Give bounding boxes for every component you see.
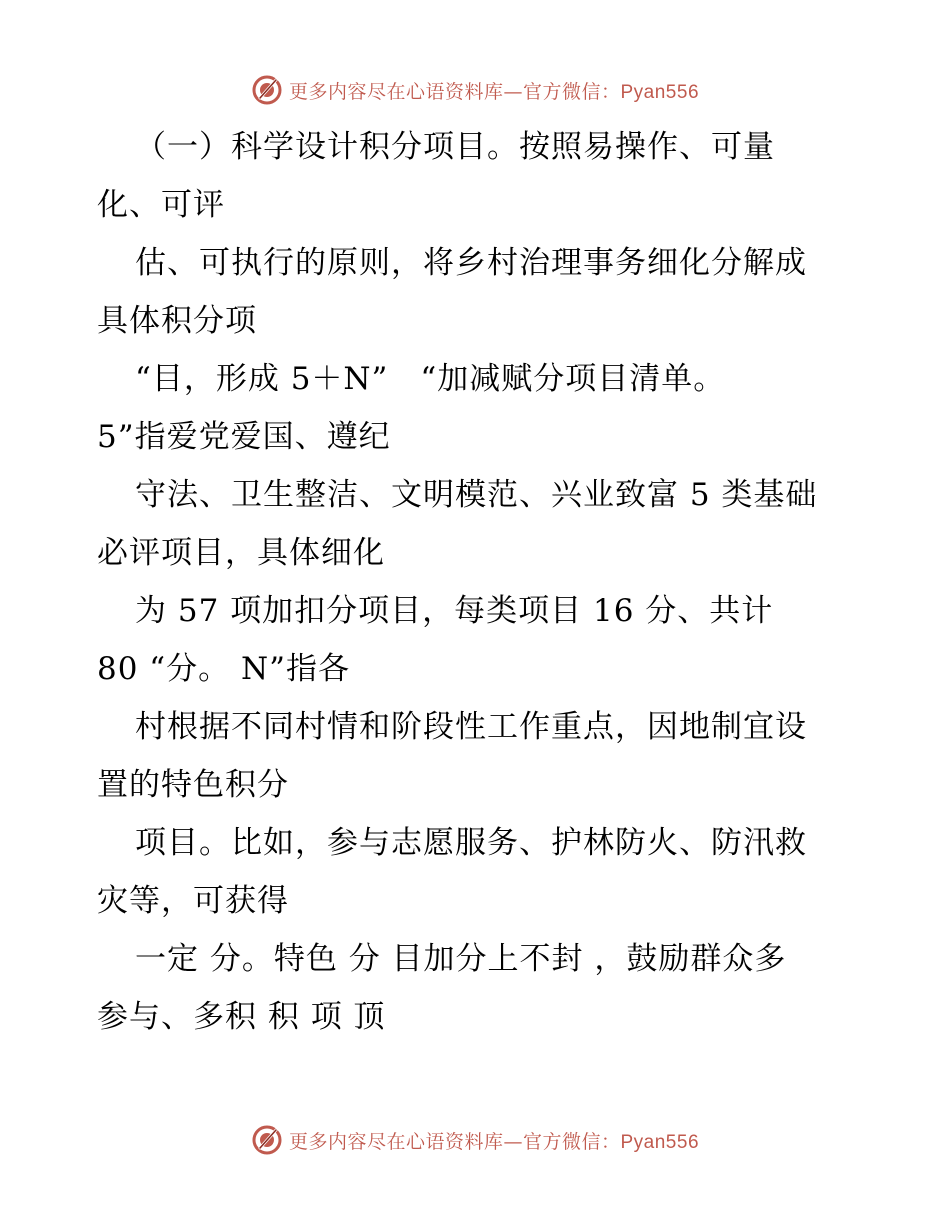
wechat-id: Pyan556 <box>620 1131 700 1153</box>
text-line: 必评项目，具体细化 <box>97 535 385 571</box>
watermark-group <box>251 74 699 106</box>
header-watermark <box>0 70 950 110</box>
footer-watermark <box>0 1120 950 1160</box>
text-line: 5”指爱党爱国、遵纪 <box>97 419 391 455</box>
watermark-text: 更多内容尽在心语资料库—官方微信：Pyan556 <box>288 1130 700 1153</box>
text-line: 一定 分。特色 分 目加分上不封 ，鼓励群众多 <box>135 941 787 977</box>
text-line: 置的特色积分 <box>97 767 289 803</box>
wechat-id: Pyan556 <box>620 81 700 103</box>
text-line: 估、可执行的原则，将乡村治理事务细化分解成 <box>135 245 807 281</box>
text-line: 参与、多积 积 项 顶 <box>97 999 386 1035</box>
library-logo-icon <box>251 74 283 106</box>
text-line: 化、可评 <box>97 187 225 223</box>
text-line: 灾等，可获得 <box>97 883 289 919</box>
text-line: （一）科学设计积分项目。按照易操作、可量 <box>135 129 775 165</box>
text-line: “目，形成 5＋N” “加减赋分项目清单。 <box>135 361 726 397</box>
text-line: 80 “分。 N”指各 <box>97 651 350 687</box>
text-line: 为 57 项加扣分项目，每类项目 16 分、共计 <box>135 593 774 629</box>
text-line: 守法、卫生整洁、文明模范、兴业致富 5 类基础 <box>135 477 818 513</box>
text-line: 具体积分项 <box>97 303 257 339</box>
library-logo-icon <box>251 1124 283 1156</box>
watermark-group <box>251 1124 699 1156</box>
watermark-text: 更多内容尽在心语资料库—官方微信：Pyan556 <box>288 80 700 103</box>
document-body <box>97 118 887 1046</box>
text-line: 村根据不同村情和阶段性工作重点，因地制宜设 <box>135 709 807 745</box>
text-line: 项目。比如，参与志愿服务、护林防火、防汛救 <box>135 825 807 861</box>
